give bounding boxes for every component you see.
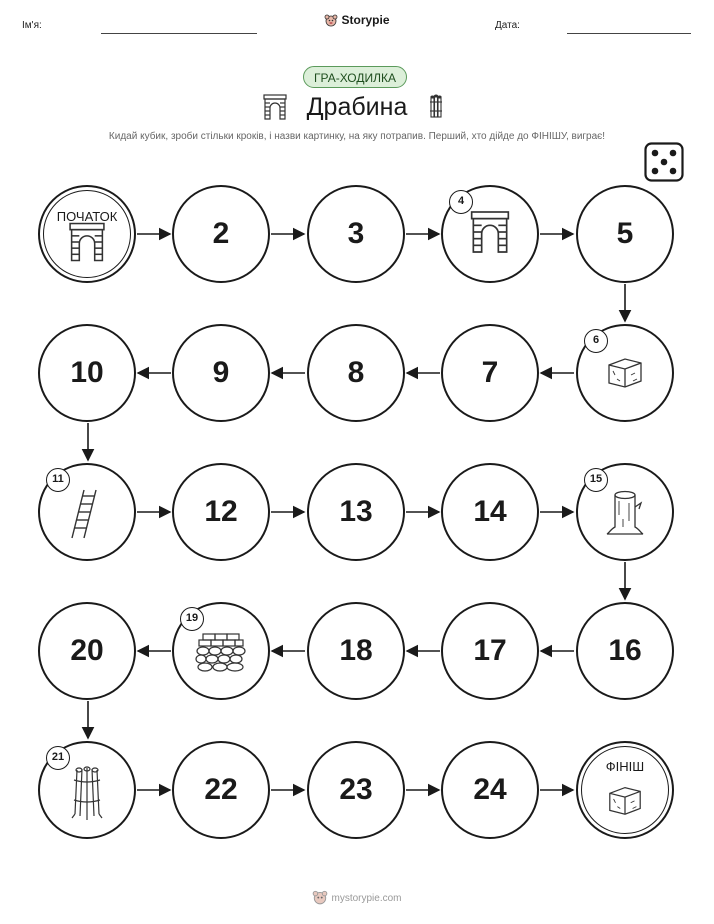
board-cell-7 [441,324,539,422]
cell-number: 20 [70,634,104,667]
tree-stump-icon [605,489,645,542]
board-cell-22 [172,741,270,839]
cell-badge: 6 [584,329,608,353]
cell-badge: 11 [46,468,70,492]
footer-site[interactable]: mystorypie.com [331,893,402,904]
board-cell-8 [307,324,405,422]
cell-badge: 15 [584,468,608,492]
arch-icon [68,222,106,267]
ladder-icon [70,488,104,545]
board-cell-13 [307,463,405,561]
cell-number: 3 [347,217,365,250]
date-label: Дата: [495,20,520,31]
cell-number: 8 [347,356,365,389]
log-bundle-icon [70,766,104,825]
board-cell-20 [38,602,136,700]
cell-number: 13 [339,495,373,528]
cell-number: 7 [481,356,499,389]
cell-badge: 19 [180,607,204,631]
board-cell-14 [441,463,539,561]
cell-number: 10 [70,356,104,389]
board-cell-23 [307,741,405,839]
name-label: Ім'я: [22,20,42,31]
page-title: Драбина [306,93,408,121]
arch-icon [470,210,510,259]
board-cell-9 [172,324,270,422]
cell-number: 17 [473,634,507,667]
cell-number: 16 [608,634,642,667]
board-cell-24 [441,741,539,839]
board-cell-3 [307,185,405,283]
cell-badge: 21 [46,746,70,770]
stone-block-icon [606,780,644,823]
cell-number: 5 [616,217,634,250]
cell-number: 18 [339,634,373,667]
start-label: ПОЧАТОК [56,209,118,224]
board-cell-2 [172,185,270,283]
board-cell-12 [172,463,270,561]
cell-number: 12 [204,495,238,528]
board-cell-start [38,185,136,283]
footer [0,889,714,908]
board-cell-18 [307,602,405,700]
brand-name: Storypie [341,13,390,27]
board-cell-17 [441,602,539,700]
cell-badge: 4 [449,190,473,214]
game-type-tag: ГРА-ХОДИЛКА [303,66,407,88]
board-cell-10 [38,324,136,422]
stone-wall-icon [195,632,247,677]
instruction-text: Кидай кубик, зроби стільки кроків, і назви картинку, на яку потрапив. Перший, хто дійде до ФІНІШУ, виграє! [108,131,606,142]
cell-number: 2 [212,217,230,250]
cell-number: 22 [204,773,238,806]
storypie-logo-icon [312,889,328,908]
board-cell-16 [576,602,674,700]
finish-label: ФІНІШ [605,759,645,774]
stone-block-icon [605,351,645,396]
cell-number: 14 [473,495,507,528]
cell-number: 9 [212,356,230,389]
board-cell-5 [576,185,674,283]
cell-number: 24 [473,773,507,806]
board-cell-finish [576,741,674,839]
cell-number: 23 [339,773,373,806]
